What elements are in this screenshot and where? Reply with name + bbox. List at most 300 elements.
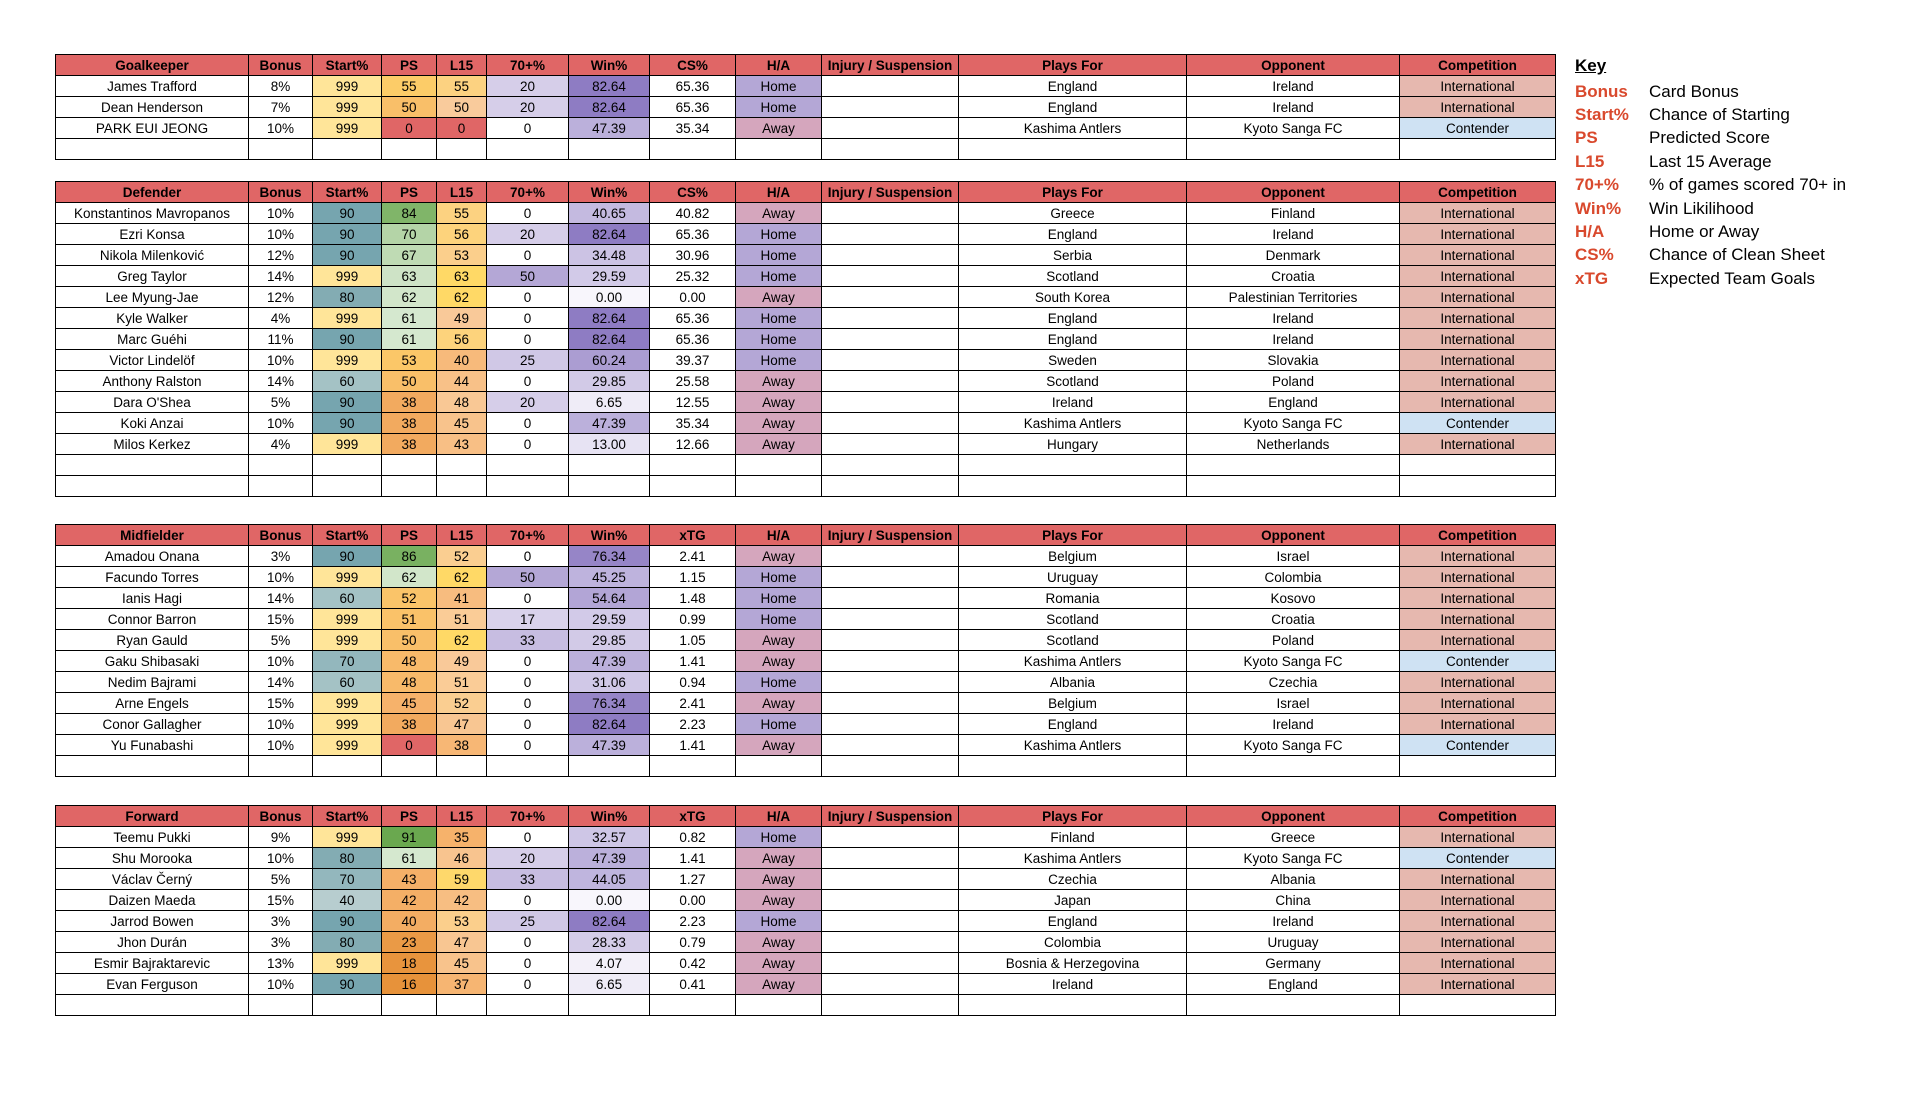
competition-cell[interactable]: International [1400,350,1556,371]
win-pct-cell[interactable]: 60.24 [569,350,650,371]
l15-cell[interactable]: 47 [437,932,487,953]
column-header-home-away[interactable]: H/A [736,182,822,203]
cs-or-xtg-cell[interactable]: 2.23 [650,714,736,735]
competition-cell[interactable]: International [1400,693,1556,714]
injury-cell[interactable] [822,672,959,693]
injury-cell[interactable] [822,630,959,651]
plays-for-cell[interactable]: Ireland [959,974,1187,995]
l15-cell[interactable]: 50 [437,97,487,118]
injury-cell[interactable] [822,827,959,848]
empty-cell[interactable] [487,995,569,1016]
plays-for-cell[interactable]: England [959,308,1187,329]
empty-cell[interactable] [313,455,382,476]
seventy-plus-cell[interactable]: 0 [487,371,569,392]
ps-cell[interactable]: 84 [382,203,437,224]
bonus-cell[interactable]: 15% [249,609,313,630]
column-header-opponent[interactable]: Opponent [1187,182,1400,203]
empty-cell[interactable] [249,455,313,476]
bonus-cell[interactable]: 10% [249,848,313,869]
start-pct-cell[interactable]: 90 [313,413,382,434]
cs-or-xtg-cell[interactable]: 35.34 [650,118,736,139]
injury-cell[interactable] [822,609,959,630]
l15-cell[interactable]: 63 [437,266,487,287]
win-pct-cell[interactable]: 47.39 [569,118,650,139]
opponent-cell[interactable]: Croatia [1187,266,1400,287]
column-header-plays-for[interactable]: Plays For [959,55,1187,76]
start-pct-cell[interactable]: 70 [313,651,382,672]
ps-cell[interactable]: 52 [382,588,437,609]
home-away-cell[interactable]: Home [736,76,822,97]
ps-cell[interactable]: 67 [382,245,437,266]
l15-cell[interactable]: 51 [437,609,487,630]
empty-cell[interactable] [487,756,569,777]
seventy-plus-cell[interactable]: 0 [487,827,569,848]
home-away-cell[interactable]: Home [736,672,822,693]
seventy-plus-cell[interactable]: 0 [487,245,569,266]
plays-for-cell[interactable]: Finland [959,827,1187,848]
opponent-cell[interactable]: Croatia [1187,609,1400,630]
opponent-cell[interactable]: Uruguay [1187,932,1400,953]
player-name-cell[interactable]: Victor Lindelöf [56,350,249,371]
empty-cell[interactable] [437,476,487,497]
column-header-injury[interactable]: Injury / Suspension [822,525,959,546]
cs-or-xtg-cell[interactable]: 12.66 [650,434,736,455]
column-header-seventy-plus[interactable]: 70+% [487,806,569,827]
win-pct-cell[interactable]: 0.00 [569,287,650,308]
empty-cell[interactable] [249,476,313,497]
ps-cell[interactable]: 0 [382,118,437,139]
column-header-competition[interactable]: Competition [1400,55,1556,76]
l15-cell[interactable]: 62 [437,567,487,588]
empty-cell[interactable] [822,139,959,160]
empty-cell[interactable] [736,756,822,777]
empty-cell[interactable] [1187,476,1400,497]
l15-cell[interactable]: 35 [437,827,487,848]
competition-cell[interactable]: International [1400,546,1556,567]
ps-cell[interactable]: 48 [382,651,437,672]
column-header-injury[interactable]: Injury / Suspension [822,55,959,76]
bonus-cell[interactable]: 15% [249,890,313,911]
plays-for-cell[interactable]: Belgium [959,693,1187,714]
player-name-cell[interactable]: Greg Taylor [56,266,249,287]
bonus-cell[interactable]: 3% [249,932,313,953]
ps-cell[interactable]: 62 [382,567,437,588]
empty-cell[interactable] [313,476,382,497]
empty-cell[interactable] [959,476,1187,497]
competition-cell[interactable]: International [1400,932,1556,953]
injury-cell[interactable] [822,714,959,735]
home-away-cell[interactable]: Away [736,203,822,224]
cs-or-xtg-cell[interactable]: 0.82 [650,827,736,848]
empty-cell[interactable] [249,139,313,160]
competition-cell[interactable]: International [1400,245,1556,266]
home-away-cell[interactable]: Away [736,392,822,413]
start-pct-cell[interactable]: 999 [313,434,382,455]
column-header-opponent[interactable]: Opponent [1187,55,1400,76]
section-title[interactable]: Forward [56,806,249,827]
seventy-plus-cell[interactable]: 0 [487,735,569,756]
empty-cell[interactable] [56,139,249,160]
opponent-cell[interactable]: Denmark [1187,245,1400,266]
win-pct-cell[interactable]: 29.59 [569,266,650,287]
start-pct-cell[interactable]: 40 [313,890,382,911]
start-pct-cell[interactable]: 999 [313,693,382,714]
home-away-cell[interactable]: Home [736,609,822,630]
column-header-ps[interactable]: PS [382,525,437,546]
plays-for-cell[interactable]: England [959,329,1187,350]
plays-for-cell[interactable]: Scotland [959,630,1187,651]
competition-cell[interactable]: International [1400,953,1556,974]
cs-or-xtg-cell[interactable]: 0.00 [650,890,736,911]
empty-cell[interactable] [1400,455,1556,476]
plays-for-cell[interactable]: Romania [959,588,1187,609]
home-away-cell[interactable]: Home [736,911,822,932]
seventy-plus-cell[interactable]: 0 [487,714,569,735]
empty-cell[interactable] [313,756,382,777]
column-header-home-away[interactable]: H/A [736,55,822,76]
seventy-plus-cell[interactable]: 0 [487,434,569,455]
empty-cell[interactable] [650,476,736,497]
start-pct-cell[interactable]: 999 [313,714,382,735]
plays-for-cell[interactable]: Sweden [959,350,1187,371]
player-name-cell[interactable]: Daizen Maeda [56,890,249,911]
ps-cell[interactable]: 91 [382,827,437,848]
competition-cell[interactable]: Contender [1400,651,1556,672]
cs-or-xtg-cell[interactable]: 25.58 [650,371,736,392]
l15-cell[interactable]: 62 [437,287,487,308]
cs-or-xtg-cell[interactable]: 1.48 [650,588,736,609]
l15-cell[interactable]: 56 [437,329,487,350]
bonus-cell[interactable]: 10% [249,735,313,756]
win-pct-cell[interactable]: 82.64 [569,76,650,97]
home-away-cell[interactable]: Home [736,245,822,266]
injury-cell[interactable] [822,413,959,434]
seventy-plus-cell[interactable]: 0 [487,932,569,953]
column-header-injury[interactable]: Injury / Suspension [822,806,959,827]
opponent-cell[interactable]: Germany [1187,953,1400,974]
seventy-plus-cell[interactable]: 20 [487,392,569,413]
empty-cell[interactable] [382,139,437,160]
win-pct-cell[interactable]: 0.00 [569,890,650,911]
competition-cell[interactable]: International [1400,714,1556,735]
seventy-plus-cell[interactable]: 0 [487,203,569,224]
injury-cell[interactable] [822,371,959,392]
bonus-cell[interactable]: 10% [249,651,313,672]
player-name-cell[interactable]: Milos Kerkez [56,434,249,455]
competition-cell[interactable]: Contender [1400,848,1556,869]
seventy-plus-cell[interactable]: 0 [487,413,569,434]
opponent-cell[interactable]: Ireland [1187,76,1400,97]
player-name-cell[interactable]: Evan Ferguson [56,974,249,995]
start-pct-cell[interactable]: 90 [313,974,382,995]
empty-cell[interactable] [1400,476,1556,497]
home-away-cell[interactable]: Away [736,953,822,974]
home-away-cell[interactable]: Away [736,434,822,455]
player-name-cell[interactable]: Marc Guéhi [56,329,249,350]
cs-or-xtg-cell[interactable]: 1.15 [650,567,736,588]
competition-cell[interactable]: International [1400,672,1556,693]
home-away-cell[interactable]: Home [736,588,822,609]
column-header-l15[interactable]: L15 [437,525,487,546]
column-header-bonus[interactable]: Bonus [249,525,313,546]
start-pct-cell[interactable]: 999 [313,308,382,329]
injury-cell[interactable] [822,567,959,588]
ps-cell[interactable]: 38 [382,434,437,455]
opponent-cell[interactable]: Kyoto Sanga FC [1187,651,1400,672]
ps-cell[interactable]: 63 [382,266,437,287]
home-away-cell[interactable]: Home [736,224,822,245]
cs-or-xtg-cell[interactable]: 2.41 [650,546,736,567]
empty-cell[interactable] [1187,756,1400,777]
seventy-plus-cell[interactable]: 0 [487,672,569,693]
empty-cell[interactable] [437,995,487,1016]
cs-or-xtg-cell[interactable]: 25.32 [650,266,736,287]
player-name-cell[interactable]: Conor Gallagher [56,714,249,735]
player-name-cell[interactable]: Kyle Walker [56,308,249,329]
home-away-cell[interactable]: Away [736,413,822,434]
competition-cell[interactable]: International [1400,434,1556,455]
l15-cell[interactable]: 53 [437,245,487,266]
column-header-opponent[interactable]: Opponent [1187,806,1400,827]
l15-cell[interactable]: 52 [437,546,487,567]
column-header-home-away[interactable]: H/A [736,525,822,546]
home-away-cell[interactable]: Away [736,630,822,651]
plays-for-cell[interactable]: Japan [959,890,1187,911]
competition-cell[interactable]: International [1400,392,1556,413]
home-away-cell[interactable]: Away [736,848,822,869]
seventy-plus-cell[interactable]: 0 [487,651,569,672]
seventy-plus-cell[interactable]: 0 [487,546,569,567]
empty-cell[interactable] [736,139,822,160]
competition-cell[interactable]: International [1400,97,1556,118]
empty-cell[interactable] [437,756,487,777]
injury-cell[interactable] [822,245,959,266]
opponent-cell[interactable]: Ireland [1187,308,1400,329]
start-pct-cell[interactable]: 999 [313,630,382,651]
win-pct-cell[interactable]: 82.64 [569,97,650,118]
empty-cell[interactable] [313,139,382,160]
start-pct-cell[interactable]: 70 [313,869,382,890]
ps-cell[interactable]: 50 [382,97,437,118]
plays-for-cell[interactable]: Czechia [959,869,1187,890]
opponent-cell[interactable]: Greece [1187,827,1400,848]
opponent-cell[interactable]: England [1187,392,1400,413]
l15-cell[interactable]: 55 [437,203,487,224]
seventy-plus-cell[interactable]: 0 [487,308,569,329]
injury-cell[interactable] [822,329,959,350]
injury-cell[interactable] [822,546,959,567]
column-header-start-pct[interactable]: Start% [313,55,382,76]
injury-cell[interactable] [822,911,959,932]
win-pct-cell[interactable]: 28.33 [569,932,650,953]
column-header-seventy-plus[interactable]: 70+% [487,525,569,546]
competition-cell[interactable]: Contender [1400,118,1556,139]
competition-cell[interactable]: International [1400,287,1556,308]
injury-cell[interactable] [822,974,959,995]
home-away-cell[interactable]: Home [736,567,822,588]
opponent-cell[interactable]: Ireland [1187,329,1400,350]
empty-cell[interactable] [437,455,487,476]
start-pct-cell[interactable]: 60 [313,371,382,392]
player-name-cell[interactable]: Jhon Durán [56,932,249,953]
empty-cell[interactable] [56,995,249,1016]
empty-cell[interactable] [959,139,1187,160]
empty-cell[interactable] [56,476,249,497]
empty-cell[interactable] [959,455,1187,476]
column-header-win-pct[interactable]: Win% [569,806,650,827]
empty-cell[interactable] [959,995,1187,1016]
opponent-cell[interactable]: England [1187,974,1400,995]
empty-cell[interactable] [1187,455,1400,476]
seventy-plus-cell[interactable]: 0 [487,974,569,995]
player-name-cell[interactable]: Ryan Gauld [56,630,249,651]
competition-cell[interactable]: International [1400,371,1556,392]
plays-for-cell[interactable]: Kashima Antlers [959,651,1187,672]
opponent-cell[interactable]: Israel [1187,546,1400,567]
injury-cell[interactable] [822,693,959,714]
ps-cell[interactable]: 38 [382,392,437,413]
home-away-cell[interactable]: Away [736,371,822,392]
player-name-cell[interactable]: James Trafford [56,76,249,97]
win-pct-cell[interactable]: 31.06 [569,672,650,693]
plays-for-cell[interactable]: Greece [959,203,1187,224]
bonus-cell[interactable]: 4% [249,308,313,329]
ps-cell[interactable]: 86 [382,546,437,567]
empty-cell[interactable] [736,995,822,1016]
l15-cell[interactable]: 56 [437,224,487,245]
win-pct-cell[interactable]: 54.64 [569,588,650,609]
empty-cell[interactable] [736,476,822,497]
injury-cell[interactable] [822,266,959,287]
plays-for-cell[interactable]: Kashima Antlers [959,735,1187,756]
seventy-plus-cell[interactable]: 20 [487,76,569,97]
win-pct-cell[interactable]: 76.34 [569,546,650,567]
ps-cell[interactable]: 23 [382,932,437,953]
l15-cell[interactable]: 43 [437,434,487,455]
opponent-cell[interactable]: Netherlands [1187,434,1400,455]
column-header-win-pct[interactable]: Win% [569,525,650,546]
injury-cell[interactable] [822,434,959,455]
home-away-cell[interactable]: Away [736,932,822,953]
column-header-l15[interactable]: L15 [437,806,487,827]
column-header-ps[interactable]: PS [382,55,437,76]
player-name-cell[interactable]: PARK EUI JEONG [56,118,249,139]
empty-cell[interactable] [822,476,959,497]
column-header-seventy-plus[interactable]: 70+% [487,55,569,76]
bonus-cell[interactable]: 12% [249,287,313,308]
empty-cell[interactable] [249,995,313,1016]
ps-cell[interactable]: 0 [382,735,437,756]
bonus-cell[interactable]: 14% [249,371,313,392]
l15-cell[interactable]: 62 [437,630,487,651]
competition-cell[interactable]: International [1400,869,1556,890]
opponent-cell[interactable]: Finland [1187,203,1400,224]
ps-cell[interactable]: 51 [382,609,437,630]
bonus-cell[interactable]: 10% [249,118,313,139]
home-away-cell[interactable]: Home [736,714,822,735]
seventy-plus-cell[interactable]: 0 [487,588,569,609]
cs-or-xtg-cell[interactable]: 12.55 [650,392,736,413]
start-pct-cell[interactable]: 999 [313,567,382,588]
plays-for-cell[interactable]: England [959,97,1187,118]
empty-cell[interactable] [1400,995,1556,1016]
cs-or-xtg-cell[interactable]: 2.23 [650,911,736,932]
plays-for-cell[interactable]: England [959,911,1187,932]
start-pct-cell[interactable]: 90 [313,392,382,413]
ps-cell[interactable]: 55 [382,76,437,97]
empty-cell[interactable] [1400,139,1556,160]
bonus-cell[interactable]: 13% [249,953,313,974]
column-header-cs-or-xtg[interactable]: CS% [650,182,736,203]
win-pct-cell[interactable]: 40.65 [569,203,650,224]
ps-cell[interactable]: 38 [382,714,437,735]
seventy-plus-cell[interactable]: 17 [487,609,569,630]
win-pct-cell[interactable]: 45.25 [569,567,650,588]
injury-cell[interactable] [822,97,959,118]
ps-cell[interactable]: 62 [382,287,437,308]
column-header-start-pct[interactable]: Start% [313,806,382,827]
bonus-cell[interactable]: 10% [249,350,313,371]
plays-for-cell[interactable]: Kashima Antlers [959,848,1187,869]
competition-cell[interactable]: International [1400,630,1556,651]
ps-cell[interactable]: 61 [382,848,437,869]
column-header-l15[interactable]: L15 [437,55,487,76]
injury-cell[interactable] [822,735,959,756]
column-header-win-pct[interactable]: Win% [569,182,650,203]
empty-cell[interactable] [1400,756,1556,777]
seventy-plus-cell[interactable]: 20 [487,848,569,869]
player-name-cell[interactable]: Anthony Ralston [56,371,249,392]
win-pct-cell[interactable]: 4.07 [569,953,650,974]
empty-cell[interactable] [487,139,569,160]
l15-cell[interactable]: 49 [437,651,487,672]
injury-cell[interactable] [822,651,959,672]
player-name-cell[interactable]: Gaku Shibasaki [56,651,249,672]
bonus-cell[interactable]: 12% [249,245,313,266]
l15-cell[interactable]: 38 [437,735,487,756]
bonus-cell[interactable]: 10% [249,224,313,245]
empty-cell[interactable] [249,756,313,777]
competition-cell[interactable]: Contender [1400,413,1556,434]
bonus-cell[interactable]: 10% [249,974,313,995]
win-pct-cell[interactable]: 82.64 [569,911,650,932]
win-pct-cell[interactable]: 82.64 [569,329,650,350]
injury-cell[interactable] [822,308,959,329]
cs-or-xtg-cell[interactable]: 0.79 [650,932,736,953]
seventy-plus-cell[interactable]: 50 [487,266,569,287]
column-header-home-away[interactable]: H/A [736,806,822,827]
start-pct-cell[interactable]: 90 [313,546,382,567]
player-name-cell[interactable]: Amadou Onana [56,546,249,567]
cs-or-xtg-cell[interactable]: 2.41 [650,693,736,714]
player-name-cell[interactable]: Lee Myung-Jae [56,287,249,308]
start-pct-cell[interactable]: 90 [313,329,382,350]
player-name-cell[interactable]: Konstantinos Mavropanos [56,203,249,224]
column-header-plays-for[interactable]: Plays For [959,182,1187,203]
cs-or-xtg-cell[interactable]: 65.36 [650,329,736,350]
empty-cell[interactable] [382,476,437,497]
empty-cell[interactable] [569,476,650,497]
competition-cell[interactable]: International [1400,203,1556,224]
win-pct-cell[interactable]: 82.64 [569,714,650,735]
start-pct-cell[interactable]: 90 [313,203,382,224]
l15-cell[interactable]: 41 [437,588,487,609]
column-header-start-pct[interactable]: Start% [313,525,382,546]
l15-cell[interactable]: 0 [437,118,487,139]
competition-cell[interactable]: Contender [1400,735,1556,756]
player-name-cell[interactable]: Arne Engels [56,693,249,714]
win-pct-cell[interactable]: 47.39 [569,848,650,869]
